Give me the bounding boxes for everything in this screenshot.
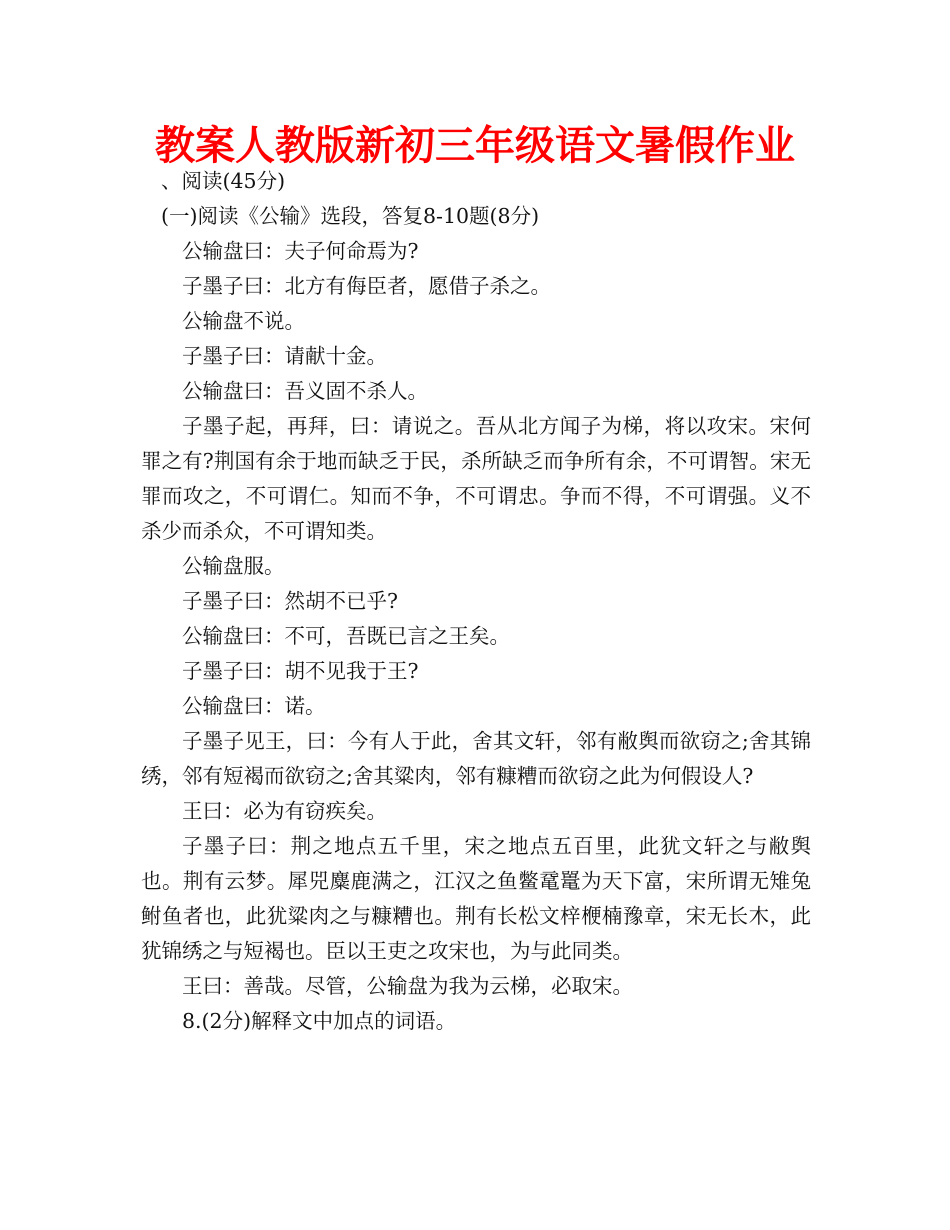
paragraph: 公输盘曰：诺。 — [182, 694, 326, 718]
paragraph: 子墨子曰：然胡不已乎? — [182, 589, 398, 613]
paragraph: 子墨子曰：胡不见我于王? — [182, 659, 419, 683]
paragraph: 子墨子曰：北方有侮臣者，愿借子杀之。 — [182, 274, 551, 298]
document-body — [141, 164, 811, 1039]
paragraph: 王曰：必为有窃疾矣。 — [182, 799, 387, 823]
paragraph: 子墨子曰：荆之地点五千里，宋之地点五百里，此犹文轩之与敝舆也。荆有云梦。犀兕麋鹿满之，江汉之鱼鳖鼋鼍为天下富，宋所谓无雉兔鲋鱼者也，此犹粱肉之与糠糟也。荆有长松文梓楩楠豫章，宋无长木，此犹锦绣之与短褐也。臣以王吏之攻宋也，为与此同类。 — [141, 834, 811, 963]
document-title: 教案人教版新初三年级语文暑假作业 — [155, 123, 795, 169]
question-item: 8.(2分)解释文中加点的词语。 — [182, 1009, 457, 1033]
paragraph: 子墨子起，再拜，曰：请说之。吾从北方闻子为梯，将以攻宋。宋何罪之有?荆国有余于地而缺乏于民，杀所缺乏而争所有余，不可谓智。宋无罪而攻之，不可谓仁。知而不争，不可谓忠。争而不得，不可谓强。义不杀少而杀众，不可谓知类。 — [141, 414, 811, 543]
question-instruction: (一)阅读《公输》选段，答复8-10题(8分) — [161, 204, 540, 228]
paragraph: 子墨子见王，曰：今有人于此，舍其文轩，邻有敝舆而欲窃之;舍其锦绣，邻有短褐而欲窃之;舍其粱肉，邻有糠糟而欲窃之此为何假设人? — [141, 729, 811, 788]
paragraph: 公输盘曰：夫子何命焉为? — [182, 239, 419, 263]
paragraph: 王曰：善哉。尽管，公输盘为我为云梯，必取宋。 — [182, 974, 633, 998]
paragraph: 公输盘曰：吾义固不杀人。 — [182, 379, 428, 403]
paragraph: 子墨子曰：请献十金。 — [182, 344, 387, 368]
paragraph: 公输盘不说。 — [182, 309, 305, 333]
section-heading: 、阅读(45分) — [161, 169, 286, 193]
paragraph: 公输盘曰：不可，吾既已言之王矣。 — [182, 624, 510, 648]
paragraph: 公输盘服。 — [182, 554, 285, 578]
